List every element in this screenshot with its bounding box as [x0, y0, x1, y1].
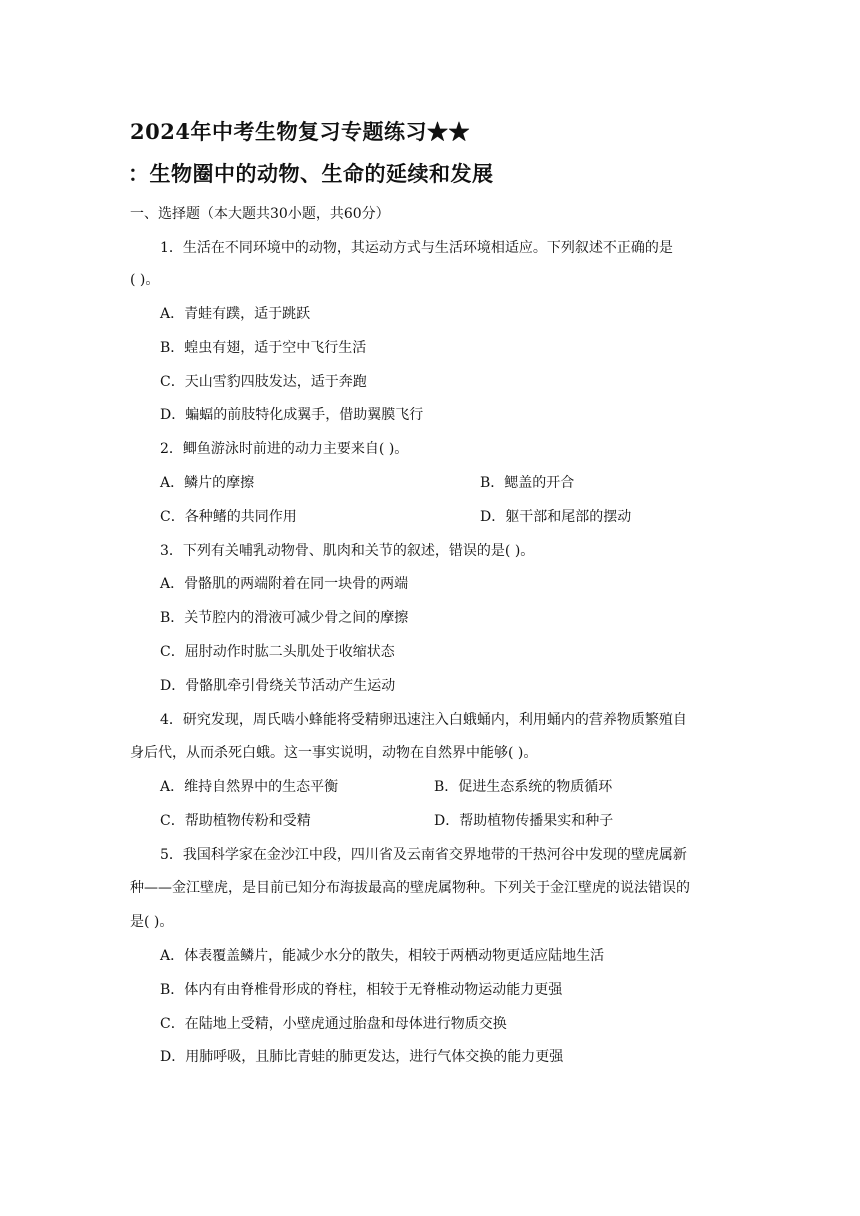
question-5-stem-cont-2: 是( )。: [130, 914, 174, 930]
question-3-option-a: A．骨骼肌的两端附着在同一块骨的两端: [160, 576, 409, 592]
question-2-option-c: C．各种鳍的共同作用: [160, 509, 297, 525]
question-1-stem: 1．生活在不同环境中的动物，其运动方式与生活环境相适应。下列叙述不正确的是: [160, 240, 673, 256]
question-2-stem: 2．鲫鱼游泳时前进的动力主要来自( )。: [160, 441, 409, 457]
question-1-option-b: B．蝗虫有翅，适于空中飞行生活: [160, 340, 367, 356]
question-3-option-b: B．关节腔内的滑液可减少骨之间的摩擦: [160, 610, 409, 626]
question-5-option-c: C．在陆地上受精，小壁虎通过胎盘和母体进行物质交换: [160, 1016, 507, 1032]
question-5-stem: 5．我国科学家在金沙江中段，四川省及云南省交界地带的干热河谷中发现的壁虎属新: [160, 847, 687, 863]
question-1-option-a: A．青蛙有蹼，适于跳跃: [160, 306, 311, 322]
question-5-option-d: D．用肺呼吸，且肺比青蛙的肺更发达，进行气体交换的能力更强: [160, 1049, 564, 1065]
question-4-stem-cont: 身后代，从而杀死白蛾。这一事实说明，动物在自然界中能够( )。: [130, 745, 538, 761]
question-4-option-d: D．帮助植物传播果实和种子: [434, 813, 614, 829]
section-header: 一、选择题（本大题共30小题，共60分）: [130, 206, 390, 222]
question-4-stem: 4．研究发现，周氏啮小蜂能将受精卵迅速注入白蛾蛹内，利用蛹内的营养物质繁殖自: [160, 712, 687, 728]
question-2-option-a: A．鳞片的摩擦: [160, 475, 255, 491]
question-5-option-b: B．体内有由脊椎骨形成的脊柱，相较于无脊椎动物运动能力更强: [160, 982, 563, 998]
question-3-stem: 3．下列有关哺乳动物骨、肌肉和关节的叙述，错误的是( )。: [160, 543, 535, 559]
question-1-option-d: D．蝙蝠的前肢特化成翼手，借助翼膜飞行: [160, 407, 424, 423]
question-4-option-a: A．维持自然界中的生态平衡: [160, 779, 339, 795]
question-2-option-d: D．躯干部和尾部的摆动: [480, 509, 632, 525]
question-3-option-c: C．屈肘动作时肱二头肌处于收缩状态: [160, 644, 395, 660]
document-title-line2: ：生物圈中的动物、生命的延续和发展: [128, 161, 494, 186]
question-4-option-b: B．促进生态系统的物质循环: [434, 779, 613, 795]
document-title-line1: 2024年中考生物复习专题练习★★: [130, 119, 470, 144]
question-1-stem-cont: ( )。: [130, 272, 160, 288]
question-5-stem-cont-1: 种——金江壁虎，是目前已知分布海拔最高的壁虎属物种。下列关于金江壁虎的说法错误的: [130, 880, 690, 896]
question-3-option-d: D．骨骼肌牵引骨绕关节活动产生运动: [160, 678, 396, 694]
question-1-option-c: C．天山雪豹四肢发达，适于奔跑: [160, 374, 367, 390]
question-2-option-b: B．鳃盖的开合: [480, 475, 575, 491]
question-5-option-a: A．体表覆盖鳞片，能减少水分的散失，相较于两栖动物更适应陆地生活: [160, 948, 605, 964]
question-4-option-c: C．帮助植物传粉和受精: [160, 813, 311, 829]
